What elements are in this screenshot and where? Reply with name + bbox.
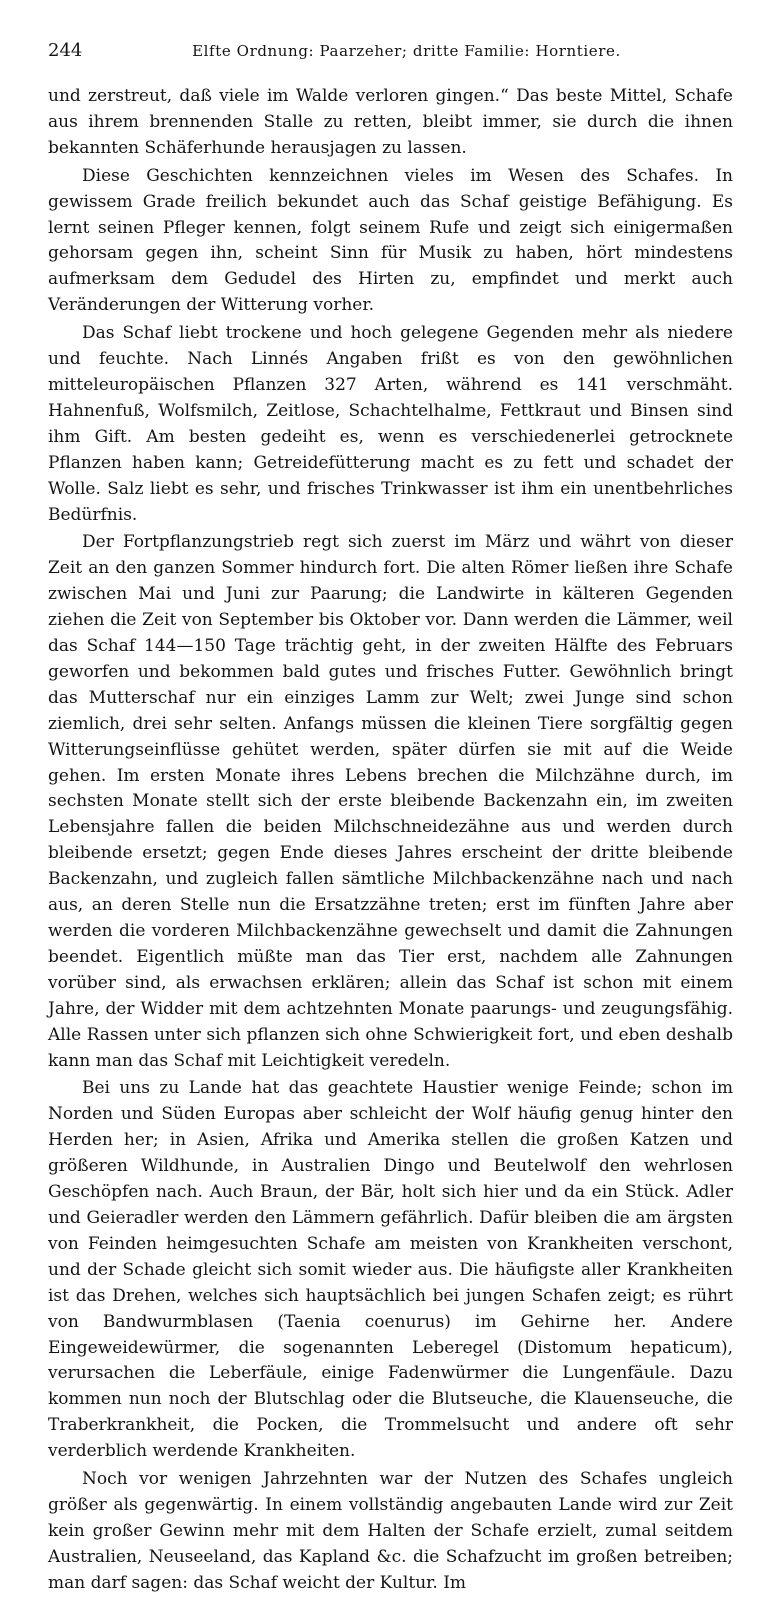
running-head: Elfte Ordnung: Paarzeher; dritte Familie: Horntiere. xyxy=(192,42,621,60)
paragraph: Noch vor wenigen Jahrzehnten war der Nutzen des Schafes ungleich größer als gegenwärtig. In einem vollständig angebauten Lande wird zur Zeit kein großer Gewinn mehr mit dem Halten der Schafe erzielt, zumal seitdem Australien, Neuseeland, das Kapland &c. die Schafzucht im großen betreiben; man darf sagen: das Schaf weicht der Kultur. Im xyxy=(48,1469,733,1593)
paragraph: Bei uns zu Lande hat das geachtete Haustier wenige Feinde; schon im Norden und Süden Europas aber schleicht der Wolf häufig genug hinter den Herden her; in Asien, Afrika und Amerika stellen die großen Katzen und größeren Wildhunde, in Australien Dingo und Beutelwolf den wehrlosen Geschöpfen nach. Auch Braun, der Bär, holt sich hier und da ein Stück. Adler und Geieradler werden den Lämmern gefährlich. Dafür bleiben die am ärgsten von Feinden heimgesuchten Schafe am meisten von Krankheiten verschont, und der Schade gleicht sich somit wieder aus. Die häufigste aller Krankheiten ist das Drehen, welches sich hauptsächlich bei jungen Schafen zeigt; es rührt von Bandwurmblasen (Taenia coenurus) im Gehirne her. Andere Eingeweidewürmer, die sogenannten Leberegel (Distomum hepaticum), verursachen die Leberfäule, einige Fadenwürmer die Lungenfäule. Dazu kommen nun noch der Blutschlag oder die Blutseuche, die Klauenseuche, die Traberkrankheit, die Pocken, die Trommelsucht und andere oft sehr verderblich werdende Krankheiten. xyxy=(48,1078,733,1462)
page-number: 244 xyxy=(48,40,83,61)
paragraph-continuation: und zerstreut, daß viele im Walde verloren gingen.“ Das beste Mittel, Schafe aus ihrem brennenden Stalle zu retten, bleibt immer, sie durch die ihnen bekannten Schäferhunde herausjagen zu lassen. xyxy=(48,86,733,158)
paragraph: Das Schaf liebt trockene und hoch gelegene Gegenden mehr als niedere und feuchte. Nach Linnés Angaben frißt es von den gewöhnlichen mitteleuropäischen Pflanzen 327 Arten, während es 141 verschmäht. Hahnenfuß, Wolfsmilch, Zeitlose, Schachtelhalme, Fettkraut und Binsen sind ihm Gift. Am besten gedeiht es, wenn es verschiedenerlei getrocknete Pflanzen haben kann; Getreidefütterung macht es zu fett und schadet der Wolle. Salz liebt es sehr, und frisches Trinkwasser ist ihm ein unentbehrliches Bedürfnis. xyxy=(48,323,733,525)
body-text xyxy=(48,84,733,1597)
paragraph: Diese Geschichten kennzeichnen vieles im Wesen des Schafes. In gewissem Grade freilich bekundet auch das Schaf geistige Befähigung. Es lernt seinen Pfleger kennen, folgt seinem Rufe und zeigt sich einigermaßen gehorsam gegen ihn, scheint Sinn für Musik zu haben, hört mindestens aufmerksam dem Gedudel des Hirten zu, empfindet und merkt auch Veränderungen der Witterung vorher. xyxy=(48,165,733,316)
paragraph: Der Fortpflanzungstrieb regt sich zuerst im März und währt von dieser Zeit an den ganzen Sommer hindurch fort. Die alten Römer ließen ihre Schafe zwischen Mai und Juni zur Paarung; die Landwirte in kälteren Gegenden ziehen die Zeit von September bis Oktober vor. Dann werden die Lämmer, weil das Schaf 144—150 Tage trächtig geht, in der zweiten Hälfte des Februars geworfen und bekommen bald gutes und frisches Futter. Gewöhnlich bringt das Mutterschaf nur ein einziges Lamm zur Welt; zwei Junge sind schon ziemlich, drei sehr selten. Anfangs müssen die kleinen Tiere sorgfältig gegen Witterungseinflüsse gehütet werden, später dürfen sie mit auf die Weide gehen. Im ersten Monate ihres Lebens brechen die Milchzähne durch, im sechsten Monate stellt sich der erste bleibende Backenzahn ein, im zweiten Lebensjahre fallen die beiden Milchschneidezähne aus und werden durch bleibende ersetzt; gegen Ende dieses Jahres erscheint der dritte bleibende Backenzahn, und zugleich fallen sämtliche Milchbackenzähne nach und nach aus, an deren Stelle nun die Ersatzzähne treten; erst im fünften Jahre aber werden die vorderen Milchbackenzähne gewechselt und damit die Zahnungen beendet. Eigentlich müßte man das Tier erst, nachdem alle Zahnungen vorüber sind, als erwachsen erklären; allein das Schaf ist schon mit einem Jahre, der Widder mit dem achtzehnten Monate paarungs- und zeugungsfähig. Alle Rassen unter sich pflanzen sich ohne Schwierigkeit fort, und eben deshalb kann man das Schaf mit Leichtigkeit veredeln. xyxy=(48,532,733,1071)
page-header xyxy=(48,40,733,70)
